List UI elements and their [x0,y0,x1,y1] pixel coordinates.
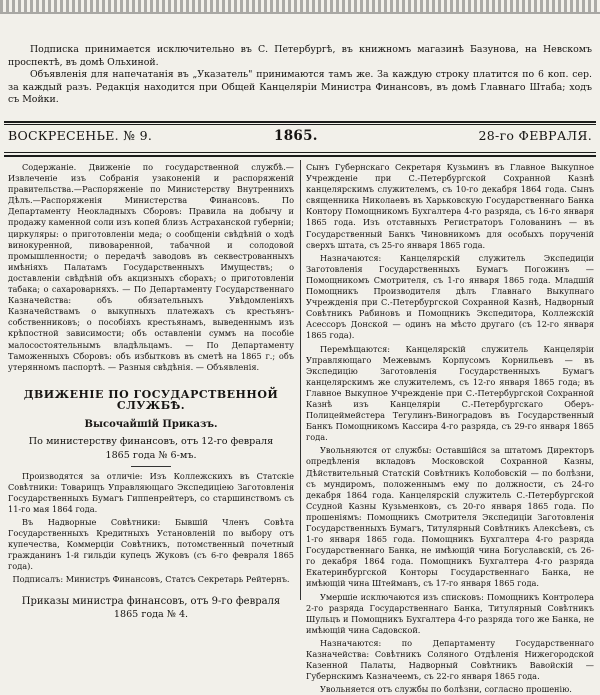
header-rule-bottom [4,155,596,157]
issue-year: 1865. [274,128,318,144]
orders-line: Приказы министра финансовъ, отъ 9-го февраля [21,595,281,607]
decree-rule [131,466,171,467]
subscription-line-2: Объявленія для напечатанія въ „Указатель" принимаются тамъ же. За каждую строку платится по 6 коп. сер. за каждый разъ. Редакція находится при Общей Канцеляріи Министра Финансовъ, въ домѣ Главнаго Штаба; ходъ съ Мойки. [8,69,592,106]
promotion-paragraph-2: Въ Надворные Совѣтники: Бывшій Членъ Совѣта Государственныхъ Кредитныхъ Установленій по выбору отъ купечества, Коммерціи Совѣтникъ, потомственный почетный гражданинъ 1-й гильдіи купецъ Жуковъ (съ 6-го февраля 1865 года). [8,516,294,572]
right-paragraph-2: Назначаются: Канцелярскій служитель Экспедиціи Заготовленія Государственныхъ Бумагъ Погожинъ — Помощникомъ Смотрителя, съ 1-го января 1865 года. Младшій Помощникъ Производителя дѣлъ Главнаго Выкупнаго Учрежденія при С.-Петербургской Сохранной Казнѣ, Надворный Совѣтникъ Рабиновъ и Помощникъ Экспедитора, Коллежскій Асессоръ Донской — одинъ на мѣсто другаго (съ 12-го января 1865 года). [306,252,594,341]
right-paragraph-3: Перемѣщаются: Канцелярскій служитель Канцеляріи Управляющаго Межевымъ Корпусомъ Корнильевъ — въ Экспедицію Заготовленія Государственныхъ Бумагъ канцелярскимъ же служителемъ, съ 12-го января 1865 года; въ Главное Выкупное Учрежденіе при С.-Петербургской Сохранной Казнѣ изъ Канцеляріи С.-Петербургскаго Оберъ-Полицеймейстера Тегулинъ-Виноградовъ въ Государственный Банкъ Помощникомъ Кассира 4-го разряда, съ 29-го января 1865 года. [306,343,594,443]
right-paragraph-7: Увольняется отъ службы по болѣзни, согласно прошенію. [320,684,572,695]
subscription-line-1: Подписка принимается исключительно въ С. Петербургѣ, въ книжномъ магазинѣ Базунова, на Невскомъ проспектѣ, въ домѣ Ольхиной. [8,44,592,68]
orders-date: 1865 года № 4. [113,608,189,620]
right-paragraph-4: Увольняются от службы: Оставшійся за штатомъ Директоръ опредѣленія вкладовъ Московской Сохранной Казны, Дѣйствительный Статскій Совѣтникъ Колобовскій — по болѣзни, съ мундиромъ, положеннымъ ему по должности, съ 24-го декабря 1864 года. Канцелярскій служитель С.-Петербургской Ссудной Казны Кузьменковъ, съ 20-го января 1865 года. По прошеніямъ: Помощникъ Смотрителя Экспедиціи Заготовленія Государственныхъ Бумагъ, Титулярный Совѣтникъ Алексѣевъ, съ 1-го января 1865 года. Помощникъ Бухгалтера 4-го разряда Государственнаго Банка, не имѣющій чина Богуславскій, съ 26-го декабря 1864 года. Помощникъ Бухгалтера 4-го разряда Екатеринбургской Конторы Государственнаго Банка, не имѣющій чина Штейманъ, съ 17-го января 1865 года. [306,445,594,589]
decree-title: Высочайшій Приказъ. [84,418,218,430]
right-paragraph-6: Назначаются: по Департаменту Государственнаго Казначейства: Совѣтникъ Соляного Отдѣленія Нижегородской Казенной Палаты, Надворный Совѣтникъ Вавойскій — Губернскимъ Казначеемъ, съ 22-го января 1865 года. [306,637,594,682]
left-column [8,162,294,620]
promotion-paragraph-1: Производятся за отличіе: Изъ Коллежскихъ въ Статскіе Совѣтники: Товарищъ Управляющаго Экспедиціею Заготовленія Государственныхъ Бумагъ Гиппенрейтеръ, со старшинствомъ съ 11-го мая 1864 года. [8,470,294,514]
right-column [306,162,594,695]
header-rule-top [4,121,596,123]
decree-date: 1865 года № 6-мъ. [105,450,197,462]
issue-line [6,128,594,146]
contents-paragraph: Содержаніе. Движеніе по государственной службѣ.—Извлеченіе изъ Собранія узаконеній и распоряженій правительства.—Распоряженіе по Министерству Внутреннихъ Дѣлъ.—Распоряженія Министерства Финансовъ. По Департаменту Неокладныхъ Сборовъ: Правила на добычу и продажу каменной соли изъ копей близъ Астраханской губерніи; циркуляры: о приготовленіи меда; о сообщеніи свѣдѣній о ходѣ винокуренной, пивоваренной, табачной и солодовой промышленности; о передачѣ заводовъ въ секвестрованныхъ имѣніяхъ Палатамъ Государственныхъ Имуществъ; о доставленіи свѣдѣній объ акцизныхъ сборахъ; о приготовленіи табака; о сахароварняхъ. — По Департаменту Государственнаго Казначейства: объ обязательныхъ Увѣдомленіяхъ Казначействамъ о выкупныхъ платежахъ съ крестьянъ-собственниковъ; о пособіяхъ крестьянамъ, выведеннымъ изъ крѣпостной зависимости; объ оставленіи суммъ на пособіе малосостоятельнымъ владѣльцамъ. — По Департаменту Таможенныхъ Сборовъ: объ избытковъ въ сметѣ на 1865 г.; объ утерянномъ паспортѣ. — Разныя свѣдѣнія. — Объявленія. [8,162,294,372]
issue-day-number: ВОСКРЕСЕНЬЕ. № 9. [8,128,153,143]
section-title: ДВИЖЕНІЕ ПО ГОСУДАРСТВЕННОЙ СЛУЖБѢ. [23,387,279,412]
column-divider [300,160,301,600]
header-rule-top-thin [4,124,596,125]
right-paragraph-1: Сынъ Губернскаго Секретаря Кузьминъ въ Главное Выкупное Учрежденіе при С.-Петербургской Сохранной Казнѣ канцелярскимъ служителемъ, съ 10-го декабря 1864 года. Сынъ священника Николаевъ въ Харьковскую Государственнаго Банка Контору Помощникомъ Бухгалтера 4-го разряда, съ 16-го января 1865 года. Изъ отставныхъ Регистраторъ Голованинъ — въ Государственный Банкъ Чиновникомъ для особыхъ порученій сверхъ штата, съ 25-го января 1865 года. [306,162,594,250]
masthead-edge [0,0,600,14]
decree-line: По министерству финансовъ, отъ 12-го февраля [28,436,274,448]
issue-date: 28-го ФЕВРАЛЯ. [478,128,592,143]
subscription-notice [8,44,592,107]
right-paragraph-5: Умершіе исключаются изъ списковъ: Помощникъ Контролера 2-го разряда Государственнаго Банка, Титулярный Совѣтникъ Шульцъ и Помощникъ Бухгалтера 4-го разряда того же Банка, не имѣющій чина Садовской. [306,591,594,635]
header-rule-bottom-thin [4,152,596,153]
decree-signature: Подписалъ: Министръ Финансовъ, Статсъ Секретарь Рейтернъ. [12,574,290,585]
